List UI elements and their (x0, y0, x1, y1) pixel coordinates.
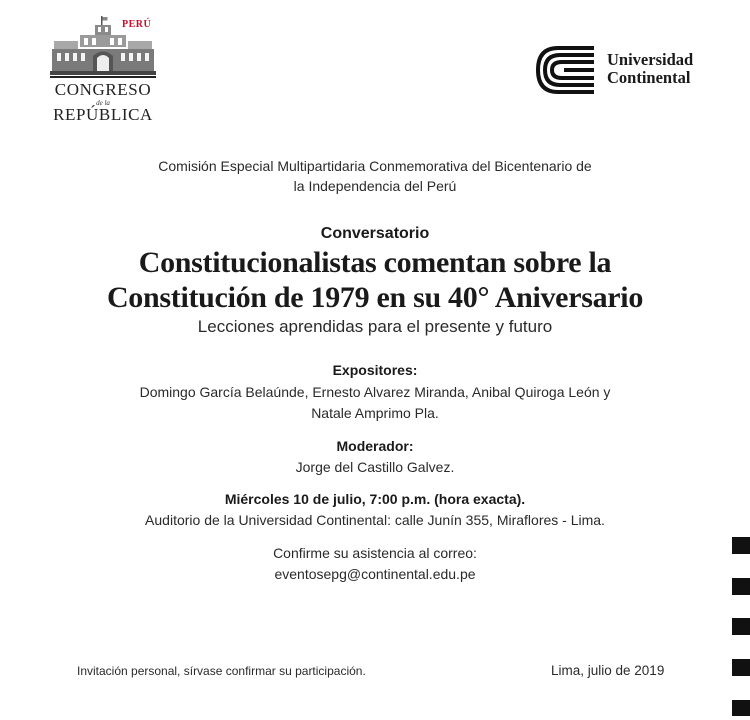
event-venue: Auditorio de la Universidad Continental: calle Junín 355, Miraflores - Lima. (145, 512, 605, 528)
rsvp-email[interactable]: eventosepg@continental.edu.pe (274, 566, 476, 582)
continental-mark-icon (534, 46, 596, 94)
event-subtitle: Lecciones aprendidas para el presente y futuro (197, 317, 553, 336)
speakers-line-1: Domingo García Belaúnde, Ernesto Alvarez Miranda, Anibal Quiroga León y (139, 384, 611, 400)
organizer-line-1: Comisión Especial Multipartidaria Conmemorativa del Bicentenario de (158, 158, 592, 174)
moderator-name: Jorge del Castillo Galvez. (295, 459, 455, 475)
event-datetime: Miércoles 10 de julio, 7:00 p.m. (hora exacta). (224, 491, 526, 507)
continental-label: Continental (607, 68, 691, 87)
moderator-label: Moderador: (336, 438, 414, 454)
footer-note: Invitación personal, sírvase confirmar su participación. (77, 664, 366, 678)
congreso-republica: REPÚBLICA (53, 105, 153, 124)
decorative-square-2 (732, 578, 750, 595)
event-title-line-2: Constitución de 1979 en su 40° Aniversario (106, 281, 644, 314)
event-title-line-1: Constitucionalistas comentan sobre la (138, 246, 612, 279)
decorative-square-5 (732, 700, 750, 716)
congreso-connector: de la (96, 99, 110, 107)
rsvp-label: Confirme su asistencia al correo: (273, 545, 477, 561)
organizer-line-2: la Independencia del Perú (293, 178, 457, 194)
decorative-square-3 (732, 618, 750, 635)
speakers-label: Expositores: (332, 362, 418, 378)
decorative-square-1 (732, 537, 750, 554)
congreso-logo (50, 16, 156, 126)
congreso-country-label: PERÚ (122, 19, 152, 30)
universidad-label: Universidad (607, 50, 694, 69)
event-type: Conversatorio (320, 225, 430, 242)
congreso-name: CONGRESO (54, 80, 152, 99)
universidad-continental-logo (534, 46, 714, 94)
decorative-square-4 (732, 659, 750, 676)
speakers-line-2: Natale Amprimo Pla. (311, 405, 439, 421)
footer-date: Lima, julio de 2019 (551, 663, 665, 678)
